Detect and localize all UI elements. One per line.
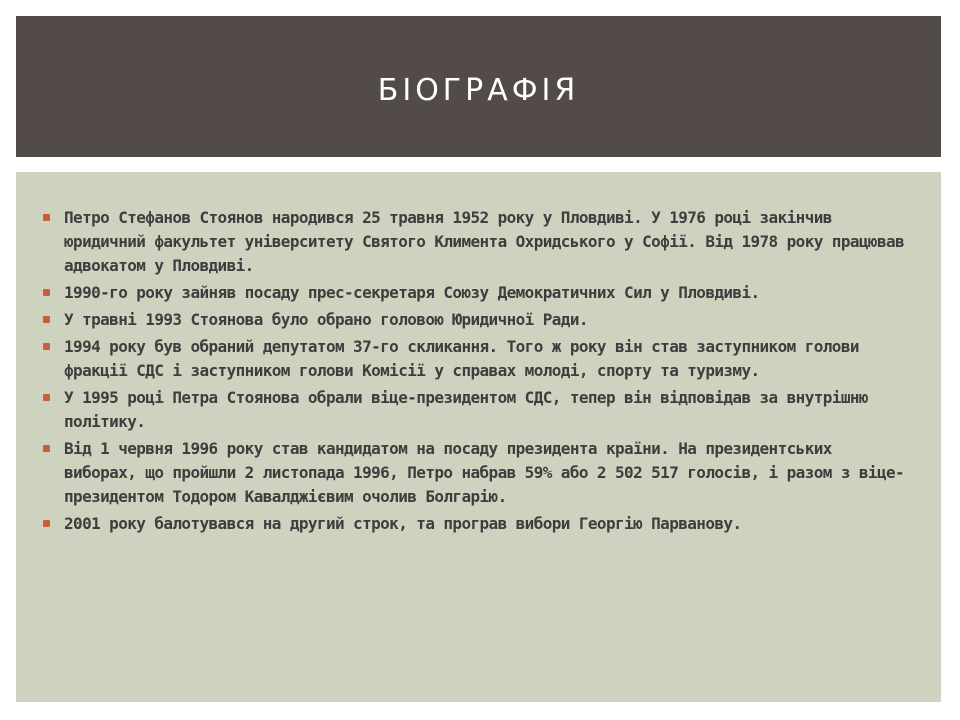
title-band [16,16,941,157]
square-bullet-icon [43,316,50,323]
bullet-text: У 1995 році Петра Стоянова обрали віце-президентом СДС, тепер він відповідав за внутрішню політику. [64,388,868,431]
bullet-text: Петро Стефанов Стоянов народився 25 травня 1952 року у Пловдиві. У 1976 році закінчив юридичний факультет університету Святого Климента Охридського у Софії. Від 1978 року працював адвокатом у Пловдиві. [64,208,905,275]
square-bullet-icon [43,214,50,221]
bullet-item [40,281,910,305]
square-bullet-icon [43,343,50,350]
slide-title: БІОГРАФІЯ [377,73,580,108]
bullet-text: У травні 1993 Стоянова було обрано головою Юридичної Ради. [64,310,588,329]
square-bullet-icon [43,520,50,527]
bullet-item [40,308,910,332]
bullet-item [40,437,910,509]
square-bullet-icon [43,289,50,296]
bullet-text: 1990-го року зайняв посаду прес-секретаря Союзу Демократичних Сил у Пловдиві. [64,283,760,302]
square-bullet-icon [43,445,50,452]
bullet-item [40,335,910,383]
bullet-list [40,206,910,539]
bullet-text: Від 1 червня 1996 року став кандидатом на посаду президента країни. На президентських виборах, що пройшли 2 листопада 1996, Петро набрав 59% або 2 502 517 голосів, і разом з віце-президентом Тодором Кавалджієвим очолив Болгарію. [64,439,905,506]
bullet-text: 1994 року був обраний депутатом 37-го скликання. Того ж року він став заступником голови фракції СДС і заступником голови Комісії у справах молоді, спорту та туризму. [64,337,859,380]
square-bullet-icon [43,394,50,401]
content-panel [16,172,941,702]
bullet-text: 2001 року балотувався на другий строк, та програв вибори Георгію Парванову. [64,514,742,533]
bullet-item [40,206,910,278]
bullet-item [40,512,910,536]
bullet-item [40,386,910,434]
